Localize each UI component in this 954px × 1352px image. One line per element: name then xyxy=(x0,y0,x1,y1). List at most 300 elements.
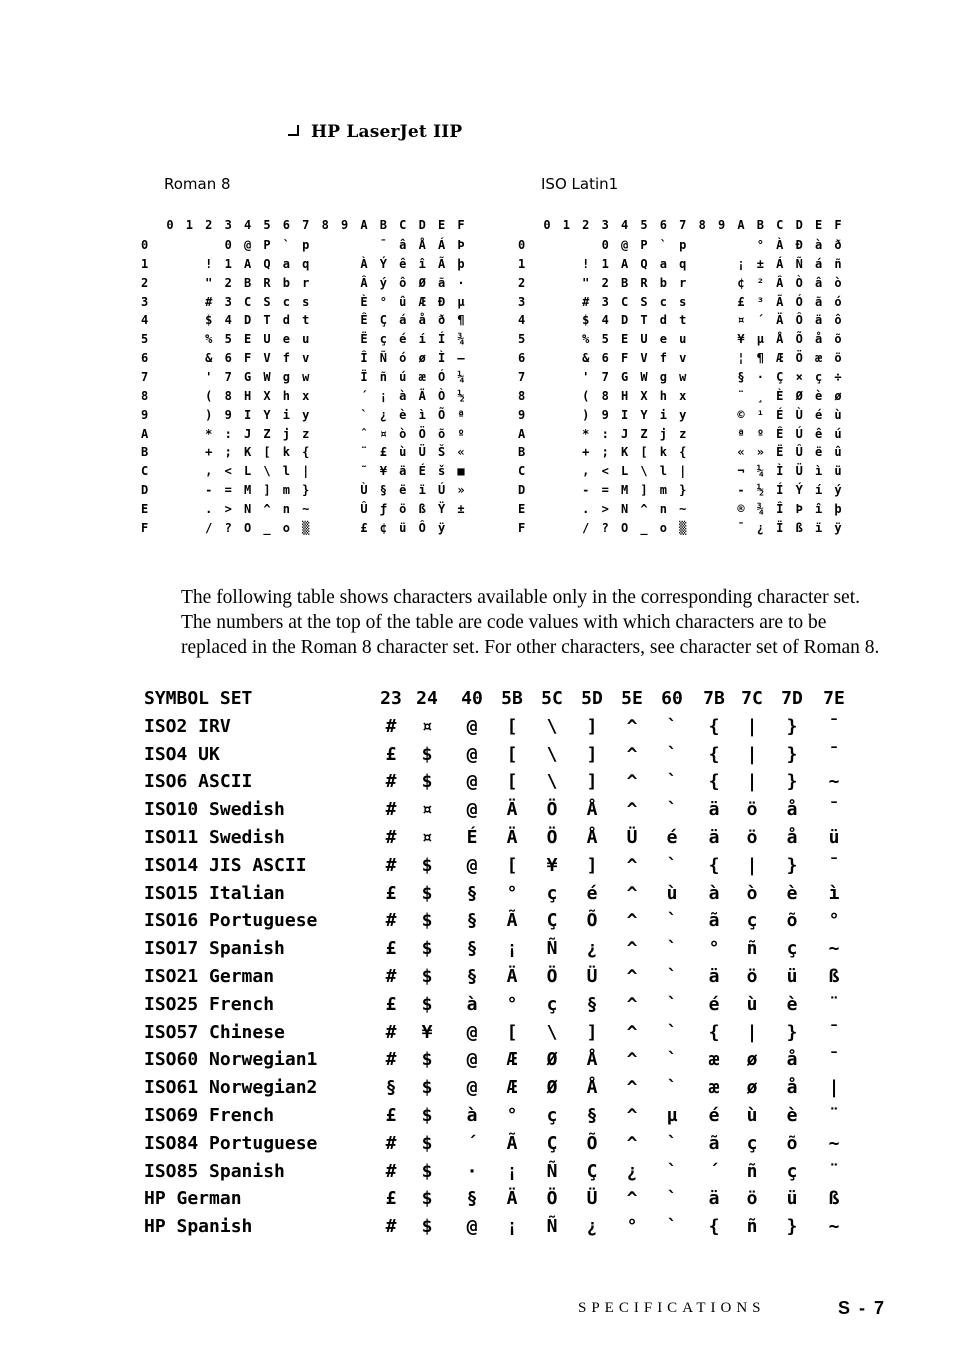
char-cell: Ï xyxy=(776,520,784,535)
char-cell: å xyxy=(786,1049,798,1071)
char-cell: Ä xyxy=(506,1188,518,1210)
row-header: 3 xyxy=(518,294,526,309)
char-cell: ¯ xyxy=(828,1021,840,1043)
char-cell: , xyxy=(205,464,213,479)
char-cell: 1 xyxy=(224,256,232,271)
char-cell: ^ xyxy=(626,993,638,1015)
char-cell: ƒ xyxy=(379,501,387,516)
char-cell: _ xyxy=(263,520,271,535)
char-cell: « xyxy=(457,445,465,460)
char-cell: ½ xyxy=(756,483,764,498)
col-header: 4 xyxy=(243,218,252,232)
char-cell: á xyxy=(399,313,407,328)
char-cell: I xyxy=(620,407,629,422)
char-cell: ç xyxy=(746,910,758,932)
char-cell: ê xyxy=(399,256,407,271)
row-header: 5 xyxy=(518,332,526,347)
char-cell: u xyxy=(302,332,310,347)
char-cell: ` xyxy=(360,407,368,422)
char-cell: æ xyxy=(708,1077,720,1099)
char-cell: « xyxy=(737,445,745,460)
char-cell: / xyxy=(205,520,213,535)
char-cell: [ xyxy=(506,771,518,793)
char-cell: | xyxy=(746,1021,758,1043)
char-cell: Ö xyxy=(546,966,558,987)
char-cell: À xyxy=(360,256,368,271)
char-cell: £ xyxy=(737,294,745,309)
char-cell: t xyxy=(302,313,310,328)
row-header: B xyxy=(141,445,149,460)
symbol-set-name: ISO21 German xyxy=(144,966,275,987)
char-cell: ˜ xyxy=(360,464,368,479)
char-cell: Ç xyxy=(379,313,387,328)
char-cell: $ xyxy=(421,771,433,793)
char-cell: ä xyxy=(708,966,720,987)
char-cell: á xyxy=(814,256,823,271)
char-cell: ; xyxy=(224,445,232,460)
char-cell: P xyxy=(640,238,648,252)
row-header: F xyxy=(518,520,526,535)
char-cell: 4 xyxy=(224,313,232,328)
char-cell: 8 xyxy=(224,388,232,403)
char-cell: ^ xyxy=(626,910,638,932)
row-header: D xyxy=(141,483,149,498)
char-cell: ³ xyxy=(756,294,764,309)
char-cell: à xyxy=(466,1105,478,1126)
char-cell: O xyxy=(620,520,629,535)
char-cell: ´ xyxy=(756,313,764,328)
char-cell: Û xyxy=(360,501,368,516)
char-cell: # xyxy=(385,1049,397,1071)
char-cell: í xyxy=(814,483,823,498)
char-cell: n xyxy=(282,501,290,516)
char-cell: ; xyxy=(601,445,609,460)
char-cell: ã xyxy=(437,275,446,290)
char-cell: Í xyxy=(776,483,784,498)
char-cell: # xyxy=(385,910,397,932)
char-cell: ° xyxy=(828,910,840,932)
char-cell: É xyxy=(466,827,478,848)
char-cell: è xyxy=(786,882,798,904)
char-cell: ù xyxy=(746,993,758,1015)
char-cell: } xyxy=(786,1021,798,1043)
char-cell: { xyxy=(708,1021,720,1043)
char-cell: | xyxy=(746,854,758,876)
char-cell: q xyxy=(302,256,310,271)
char-cell: Ç xyxy=(586,1160,598,1182)
char-cell: ~ xyxy=(302,501,310,516)
char-cell: ÷ xyxy=(834,369,842,384)
char-cell: ¬ xyxy=(737,464,745,479)
char-cell: Ð xyxy=(437,294,446,309)
char-cell: ¼ xyxy=(756,464,764,479)
char-cell: Ó xyxy=(437,369,446,384)
char-cell: o xyxy=(659,520,667,535)
char-cell: Ç xyxy=(546,1132,558,1154)
symbol-set-name: ISO61 Norwegian2 xyxy=(144,1077,318,1099)
char-cell: ü xyxy=(834,464,842,479)
char-cell: S xyxy=(640,294,648,309)
char-cell: · xyxy=(466,1160,478,1182)
char-cell: ¡ xyxy=(506,938,518,960)
char-cell: ` xyxy=(659,238,667,252)
char-cell: ê xyxy=(814,426,823,441)
char-cell: # xyxy=(205,294,213,309)
char-cell: º xyxy=(756,426,764,441)
row-header: 7 xyxy=(518,369,526,384)
char-cell: § xyxy=(466,882,478,904)
char-cell: î xyxy=(418,256,426,271)
symbol-set-name: ISO60 Norwegian1 xyxy=(144,1049,318,1071)
char-cell: ý xyxy=(379,275,387,290)
col-header: 0 xyxy=(543,218,551,232)
char-cell: Q xyxy=(263,256,271,271)
char-cell: ö xyxy=(746,1188,758,1210)
char-cell: Ì xyxy=(776,464,784,479)
char-cell: ! xyxy=(582,256,590,271)
char-cell: m xyxy=(282,483,290,498)
char-cell: Ü xyxy=(586,1188,598,1210)
char-cell: x xyxy=(679,388,687,403)
char-cell: ~ xyxy=(828,1132,840,1154)
char-cell: ü xyxy=(828,827,840,848)
char-cell: ) xyxy=(205,407,213,422)
char-cell: I xyxy=(243,407,252,422)
symbol-set-name: ISO84 Portuguese xyxy=(144,1132,318,1154)
char-cell: î xyxy=(814,501,823,516)
code-header: 5B xyxy=(501,688,523,709)
char-cell: ~ xyxy=(828,1216,840,1238)
char-cell: U xyxy=(263,332,271,347)
char-cell: d xyxy=(659,313,667,328)
char-cell: ß xyxy=(795,520,803,535)
char-cell: c xyxy=(659,294,667,309)
char-cell: \ xyxy=(546,743,558,765)
char-cell: Ü xyxy=(586,966,598,987)
char-cell: ¯ xyxy=(828,743,840,765)
char-cell: ´ xyxy=(360,388,368,403)
char-cell: f xyxy=(659,351,667,366)
char-cell: ( xyxy=(205,388,213,403)
char-cell: Ù xyxy=(795,407,803,422)
row-header: 3 xyxy=(141,294,149,309)
char-cell: $ xyxy=(421,1077,433,1099)
row-header: C xyxy=(141,464,149,479)
char-cell: T xyxy=(640,313,648,328)
footer-section: SPECIFICATIONS xyxy=(578,1300,766,1316)
char-cell: é xyxy=(814,407,823,422)
char-cell: é xyxy=(666,827,678,848)
char-cell: Ù xyxy=(360,483,368,498)
char-cell: ß xyxy=(828,1188,840,1210)
char-cell: o xyxy=(282,520,290,535)
char-cell: ç xyxy=(546,993,558,1015)
char-cell: , xyxy=(582,464,590,479)
char-cell: ø xyxy=(746,1077,758,1099)
char-cell: ˆ xyxy=(360,426,368,441)
char-cell: ¯ xyxy=(379,238,387,252)
char-cell: § xyxy=(466,966,478,987)
char-cell: ù xyxy=(746,1105,758,1126)
char-cell: Ý xyxy=(379,256,387,271)
char-cell: D xyxy=(620,313,629,328)
char-cell: ° xyxy=(506,993,518,1015)
char-cell: s xyxy=(679,294,687,309)
char-cell: \ xyxy=(546,715,558,737)
char-cell: Å xyxy=(586,1077,598,1099)
char-cell: ø xyxy=(418,351,426,366)
char-cell: ñ xyxy=(746,1216,758,1238)
char-cell: Y xyxy=(263,407,271,422)
char-cell: } xyxy=(786,715,798,737)
char-cell: 2 xyxy=(224,275,232,290)
char-cell: . xyxy=(582,501,590,516)
char-cell: ` xyxy=(666,1188,678,1210)
char-cell: µ xyxy=(666,1105,678,1126)
char-cell: Ã xyxy=(506,910,518,932)
char-cell: Ñ xyxy=(546,1216,558,1238)
char-cell: B xyxy=(620,275,629,290)
char-cell: { xyxy=(679,445,687,460)
char-cell: ö xyxy=(746,827,758,848)
char-cell: ¯ xyxy=(828,854,840,876)
char-cell: | xyxy=(828,1077,840,1099)
char-cell: ä xyxy=(708,827,720,848)
char-cell: µ xyxy=(457,294,465,309)
char-cell: Ê xyxy=(360,313,368,328)
char-cell: B xyxy=(243,275,252,290)
char-cell: } xyxy=(786,854,798,876)
char-cell: þ xyxy=(457,256,465,271)
char-cell: ð xyxy=(437,313,446,328)
char-cell: ¶ xyxy=(457,313,465,328)
char-cell: _ xyxy=(640,520,648,535)
char-cell: r xyxy=(679,275,687,290)
char-cell: # xyxy=(385,827,397,848)
char-cell: n xyxy=(659,501,667,516)
char-cell: ¤ xyxy=(737,313,745,328)
chart-title-roman8: Roman 8 xyxy=(164,175,231,193)
row-header: A xyxy=(141,426,149,441)
char-cell: ` xyxy=(666,1216,678,1238)
char-cell: @ xyxy=(620,238,629,252)
char-cell: Ç xyxy=(776,369,784,384)
char-cell: # xyxy=(385,771,397,793)
char-cell: & xyxy=(582,351,590,366)
row-header: E xyxy=(518,501,526,516)
char-cell: g xyxy=(282,369,290,384)
char-cell: ' xyxy=(205,369,213,384)
char-cell: Þ xyxy=(795,501,803,516)
char-cell: > xyxy=(601,501,609,516)
chart-title-iso-latin1: ISO Latin1 xyxy=(541,175,619,193)
char-cell: ^ xyxy=(626,715,638,737)
char-cell: ^ xyxy=(626,1105,638,1126)
char-cell: £ xyxy=(385,1188,397,1210)
char-cell: æ xyxy=(814,351,823,366)
char-cell: - xyxy=(582,483,590,498)
char-cell: < xyxy=(224,464,232,479)
char-cell: 0 xyxy=(601,238,609,252)
char-cell: Ó xyxy=(795,294,803,309)
char-cell: Õ xyxy=(437,407,446,422)
char-cell: Ë xyxy=(360,332,368,347)
char-cell: â xyxy=(399,238,407,252)
char-cell: p xyxy=(302,238,310,252)
char-cell: @ xyxy=(466,1216,478,1238)
char-cell: N xyxy=(620,501,629,516)
char-cell: { xyxy=(302,445,310,460)
char-cell: $ xyxy=(421,1188,433,1210)
char-cell: ä xyxy=(814,313,823,328)
char-cell: Ö xyxy=(546,827,558,848)
char-cell: ô xyxy=(399,275,407,290)
col-header: A xyxy=(360,218,368,232)
char-cell: Ú xyxy=(437,483,446,498)
char-cell: ¤ xyxy=(379,426,387,441)
char-cell: ¡ xyxy=(506,1160,518,1182)
char-cell: é xyxy=(708,993,720,1015)
char-cell: ¶ xyxy=(756,351,764,366)
col-header: 9 xyxy=(717,218,726,232)
char-cell: R xyxy=(263,275,271,290)
char-cell: ? xyxy=(224,520,232,535)
char-cell: + xyxy=(205,445,213,460)
char-cell: å xyxy=(786,1077,798,1099)
char-cell: » xyxy=(457,483,465,498)
char-cell: ¨ xyxy=(828,993,840,1015)
char-cell: ° xyxy=(379,294,387,309)
symbol-set-name: ISO69 French xyxy=(144,1105,275,1126)
char-cell: è xyxy=(786,1105,798,1126)
char-cell: ç xyxy=(546,882,558,904)
char-cell: å xyxy=(418,313,426,328)
col-header: 5 xyxy=(263,218,271,232)
col-header: F xyxy=(457,218,465,232)
char-cell: 8 xyxy=(601,388,609,403)
char-cell: é xyxy=(708,1105,720,1126)
char-cell: ó xyxy=(399,351,407,366)
char-cell: Ä xyxy=(506,827,518,848)
char-cell: ù xyxy=(399,445,407,460)
char-cell: ` xyxy=(666,799,678,821)
char-cell: G xyxy=(620,369,629,384)
char-cell: ë xyxy=(399,483,407,498)
char-cell: ì xyxy=(418,407,426,422)
char-cell: é xyxy=(586,882,598,904)
char-cell: ` xyxy=(666,993,678,1015)
heading-text: HP LaserJet IIP xyxy=(311,122,463,142)
char-cell: Ò xyxy=(437,388,446,403)
char-cell: { xyxy=(708,1216,720,1238)
char-cell: ^ xyxy=(626,1132,638,1154)
char-cell: % xyxy=(205,332,213,347)
char-cell: ¯ xyxy=(737,520,745,535)
char-cell: ´ xyxy=(708,1160,720,1182)
char-cell: ` xyxy=(666,966,678,987)
char-cell: è xyxy=(786,993,798,1015)
char-cell: ñ xyxy=(746,938,758,960)
char-cell: Ö xyxy=(546,799,558,821)
char-cell: @ xyxy=(466,854,478,876)
char-cell: ¿ xyxy=(756,520,764,535)
char-cell: $ xyxy=(421,854,433,876)
char-cell: — xyxy=(457,351,465,366)
symbol-set-name: ISO4 UK xyxy=(144,743,220,765)
char-cell: è xyxy=(399,407,407,422)
char-cell: ` xyxy=(666,771,678,793)
char-cell: H xyxy=(243,388,252,403)
char-cell: s xyxy=(302,294,310,309)
char-cell: Í xyxy=(437,332,446,347)
char-cell: é xyxy=(399,332,407,347)
char-cell: ø xyxy=(834,388,842,403)
char-cell: æ xyxy=(708,1049,720,1071)
page-number: S - 7 xyxy=(838,1298,887,1318)
char-cell: ¿ xyxy=(379,407,387,422)
char-cell: ¸ xyxy=(756,388,764,403)
char-cell: Þ xyxy=(457,238,465,252)
char-cell: % xyxy=(582,332,590,347)
char-cell: @ xyxy=(466,1077,478,1099)
char-cell: ° xyxy=(506,882,518,904)
char-cell: y xyxy=(302,407,310,422)
row-header: 2 xyxy=(518,275,526,290)
symbol-set-name: ISO6 ASCII xyxy=(144,771,253,793)
char-cell: F xyxy=(243,351,252,366)
char-cell: ç xyxy=(786,938,798,960)
char-cell: ] xyxy=(586,715,598,737)
symbol-set-name: ISO10 Swedish xyxy=(144,799,285,821)
char-cell: * xyxy=(205,426,213,441)
char-cell: Å xyxy=(776,332,784,347)
code-header: 5E xyxy=(621,688,643,709)
char-cell: ä xyxy=(708,1188,720,1210)
char-cell: ^ xyxy=(626,854,638,876)
row-header: 1 xyxy=(141,256,149,271)
char-cell: \ xyxy=(640,464,648,479)
char-cell: Ü xyxy=(626,827,638,848)
char-cell: ^ xyxy=(626,1021,638,1043)
char-cell: Ñ xyxy=(546,938,558,960)
col-header: E xyxy=(814,218,823,232)
char-cell: Ñ xyxy=(379,351,387,366)
char-cell: ` xyxy=(282,238,290,252)
char-cell: 9 xyxy=(601,407,609,422)
char-cell: . xyxy=(205,501,213,516)
page-heading xyxy=(288,122,462,142)
char-cell: ² xyxy=(756,275,764,290)
col-header: D xyxy=(795,218,803,232)
char-cell: | xyxy=(302,464,310,479)
row-header: 7 xyxy=(141,369,149,384)
col-header: 8 xyxy=(698,218,706,232)
char-cell: û xyxy=(399,294,407,309)
char-cell: i xyxy=(659,407,667,422)
row-header: 0 xyxy=(518,238,526,252)
char-cell: V xyxy=(640,351,648,366)
char-cell: Ì xyxy=(437,351,446,366)
char-cell: ï xyxy=(814,520,823,535)
col-header: 3 xyxy=(601,218,609,232)
row-header: 1 xyxy=(518,256,526,271)
char-cell: w xyxy=(302,369,310,384)
symbol-set-name: ISO2 IRV xyxy=(144,715,231,737)
char-cell: k xyxy=(282,445,290,460)
char-cell: j xyxy=(659,426,667,441)
col-header: 3 xyxy=(224,218,232,232)
char-cell: £ xyxy=(385,1105,397,1126)
